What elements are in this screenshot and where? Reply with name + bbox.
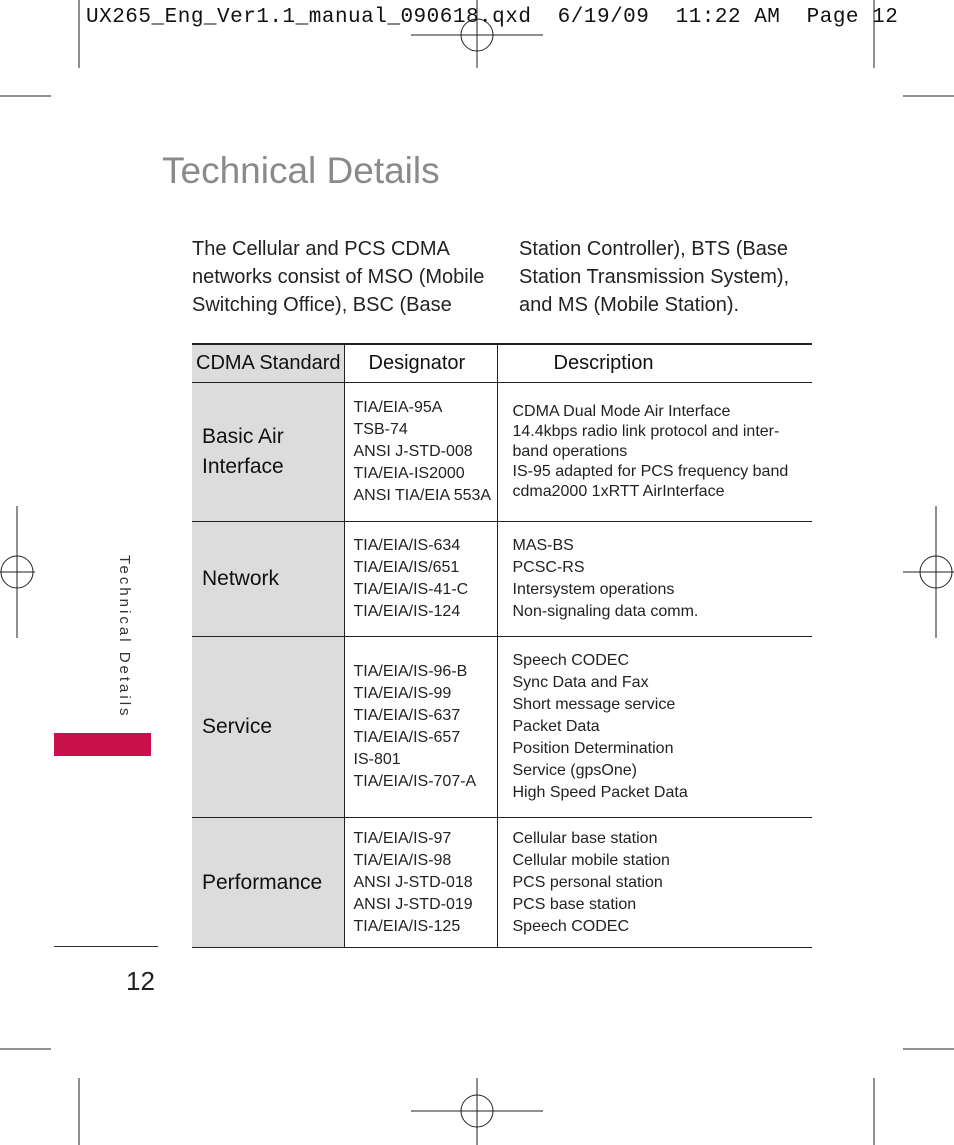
designator-line: TIA/EIA/IS/651 <box>353 559 460 576</box>
description-line: PCS base station <box>512 895 637 913</box>
standard-cell <box>192 522 344 637</box>
intro-text-left: The Cellular and PCS CDMA networks consist of MSO (Mobile Switching Office), BSC (Base <box>192 238 485 316</box>
standard-line: Network <box>202 567 280 590</box>
designator-cell <box>344 637 497 818</box>
designator-line: TIA/EIA/IS-707-A <box>353 773 477 790</box>
section-tab-bar <box>54 733 151 756</box>
page-number-rule <box>54 946 158 947</box>
description-line: Position Determination <box>512 740 674 757</box>
description-line: PCSC-RS <box>512 559 585 576</box>
page-title: Technical Details <box>162 150 440 191</box>
description-cell <box>497 383 812 522</box>
standard-cell <box>192 818 344 948</box>
description-line: Speech CODEC <box>512 652 629 669</box>
description-line: 14.4kbps radio link protocol and inter-band operations <box>512 423 780 460</box>
table-header-row <box>192 344 812 383</box>
standard-cell <box>192 637 344 818</box>
registration-mark-bottom <box>411 1078 543 1145</box>
designator-line: ANSI TIA/EIA 553A <box>353 487 492 504</box>
page-number: 12 <box>126 966 155 996</box>
standard-line: Service <box>202 715 273 738</box>
designator-cell <box>344 522 497 637</box>
header-designator: Designator <box>344 344 497 383</box>
registration-mark-right <box>903 506 954 638</box>
description-cell <box>497 637 812 818</box>
table-row <box>192 818 812 948</box>
designator-cell <box>344 383 497 522</box>
designator-line: TIA/EIA/IS-637 <box>353 707 461 724</box>
description-line: Short message service <box>512 696 676 713</box>
description-line: IS-95 adapted for PCS frequency band <box>512 463 789 480</box>
designator-line: TIA/EIA/IS-99 <box>353 685 452 702</box>
description-cell <box>497 818 812 948</box>
intro-text-right: Station Controller), BTS (Base Station Transmission System), and MS (Mobile Station). <box>519 238 790 316</box>
designator-line: TIA/EIA/IS-634 <box>353 537 461 554</box>
designator-line: TIA/EIA/IS-657 <box>353 729 461 746</box>
standard-line: Basic Air <box>202 425 284 448</box>
designator-line: TIA/EIA/IS-96-B <box>353 663 468 680</box>
description-line: MAS-BS <box>512 537 574 554</box>
standard-cell <box>192 383 344 522</box>
designator-line: TIA/EIA/IS-41-C <box>353 581 469 598</box>
designator-line: ANSI J-STD-018 <box>353 873 473 891</box>
description-line: CDMA Dual Mode Air Interface <box>512 403 731 420</box>
designator-line: TIA/EIA-95A <box>353 399 443 416</box>
description-line: Cellular mobile station <box>512 851 670 869</box>
designator-line: TSB-74 <box>353 421 408 438</box>
registration-mark-top <box>411 0 543 68</box>
cdma-standards-table <box>192 343 812 948</box>
description-line: Non-signaling data comm. <box>512 603 699 620</box>
designator-line: ANSI J-STD-019 <box>353 895 473 913</box>
header-cdma-standard: CDMA Standard <box>192 344 344 383</box>
description-line: PCS personal station <box>512 873 663 891</box>
table-row <box>192 522 812 637</box>
designator-line: TIA/EIA-IS2000 <box>353 465 465 482</box>
description-line: Packet Data <box>512 718 600 735</box>
header-description: Description <box>497 344 812 383</box>
designator-line: IS-801 <box>353 751 401 768</box>
description-line: High Speed Packet Data <box>512 784 688 801</box>
designator-line: TIA/EIA/IS-125 <box>353 917 461 935</box>
print-header: UX265_Eng_Ver1.1_manual_090618.qxd 6/19/09 11:22 AM Page 12 <box>86 6 899 29</box>
table-row <box>192 383 812 522</box>
registration-mark-left <box>0 506 35 638</box>
description-line: Service (gpsOne) <box>512 762 637 779</box>
standard-line: Performance <box>202 870 323 894</box>
description-line: cdma2000 1xRTT AirInterface <box>512 483 725 500</box>
description-line: Speech CODEC <box>512 917 629 935</box>
designator-line: TIA/EIA/IS-97 <box>353 829 452 847</box>
description-line: Intersystem operations <box>512 581 675 598</box>
description-cell <box>497 522 812 637</box>
designator-line: ANSI J-STD-008 <box>353 443 473 460</box>
designator-cell <box>344 818 497 948</box>
table-row <box>192 637 812 818</box>
description-line: Cellular base station <box>512 829 658 847</box>
standard-line: Interface <box>202 455 284 478</box>
designator-line: TIA/EIA/IS-124 <box>353 603 461 620</box>
designator-line: TIA/EIA/IS-98 <box>353 851 452 869</box>
description-line: Sync Data and Fax <box>512 674 649 691</box>
section-side-label: Technical Details <box>116 555 133 719</box>
